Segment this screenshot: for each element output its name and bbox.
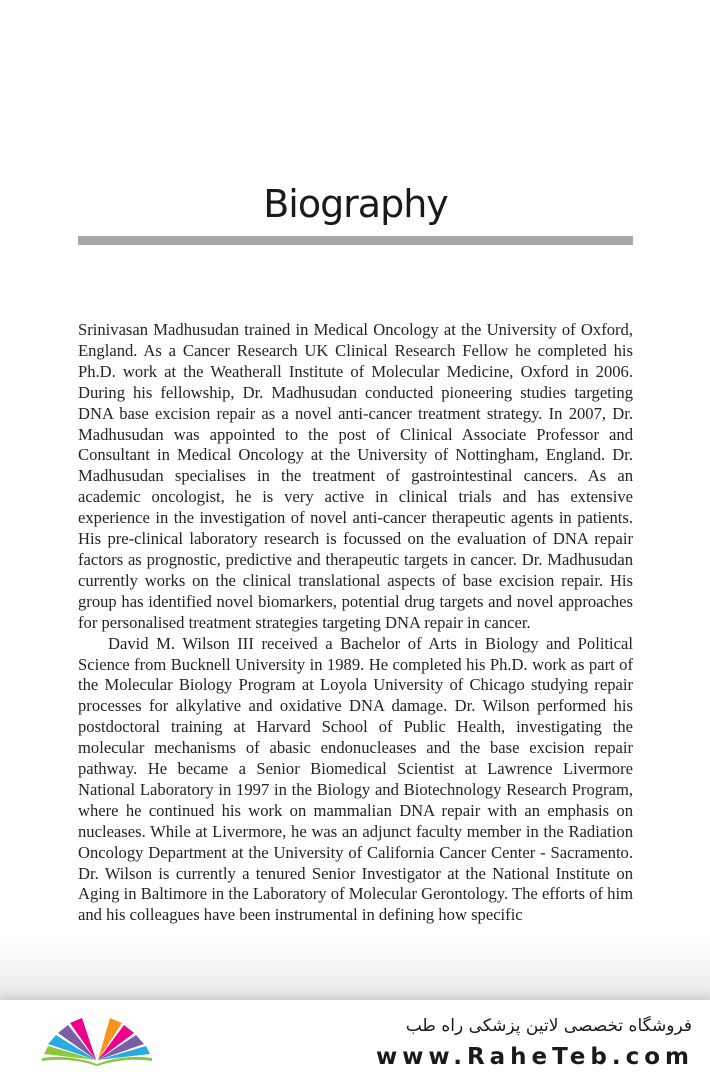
shop-url-link[interactable]: www.RaheTeb.com [375,1044,694,1070]
open-book-rainbow-icon [38,1014,156,1066]
paragraph-wilson: David M. Wilson III received a Bachelor of Arts in Biology and Political Science from Bucknell University in 1989. He completed his Ph.D. work as part of the Molecular Biology Program at Loyola University of Chicago studying repair processes for alkylative and oxidative DNA damage. Dr. Wilson performed his postdoctoral training at Harvard School of Public Health, investigating the molecular mechanisms of abasic endonucleases and the base excision repair pathway. He became a Senior Biomedical Scientist at Lawrence Livermore National Laboratory in 1997 in the Biology and Biotechnology Research Program, where he continued his work on mammalian DNA repair with an emphasis on nucleases. While at Livermore, he was an adjunct faculty member in the Radiation Oncology Department at the University of California Cancer Center - Sacramento. Dr. Wilson is currently a tenured Senior Investigator at the National Institute on Aging in Baltimore in the Laboratory of Molecular Gerontology. The efforts of him and his colleagues have been instrumental in defining how specific [78,633,633,925]
paragraph-madhusudan: Srinivasan Madhusudan trained in Medical Oncology at the University of Oxford, England. As a Cancer Research UK Clinical Research Fellow he completed his Ph.D. work at the Weatherall Institute of Molecular Medicine, Oxford in 2006. During his fellowship, Dr. Madhusudan conducted pioneering studies targeting DNA base excision repair as a novel anti-cancer treatment strategy. In 2007, Dr. Madhusudan was appointed to the post of Clinical Associate Professor and Consultant in Medical Oncology at the University of Nottingham, England. Dr. Madhusudan specialises in the treatment of gastrointestinal cancers. As an academic oncologist, he is very active in clinical trials and has extensive experience in the investigation of novel anti-cancer therapeutic agents in patients. His pre-clinical laboratory research is focussed on the evaluation of DNA repair factors as prognostic, predictive and therapeutic targets in cancer. Dr. Madhusudan currently works on the clinical translational aspects of base excision repair. His group has identified novel biomarkers, potential drug targets and novel approaches for personalised treatment strategies targeting DNA repair in cancer. [78,320,633,632]
page-bottom-fade [0,935,710,1005]
page-title: Biography [263,182,448,226]
store-banner[interactable] [0,1000,710,1080]
shop-name: فروشگاه تخصصی لاتین پزشکی راه طب [405,1016,692,1036]
title-rule [78,236,633,245]
biography-body [78,320,633,926]
